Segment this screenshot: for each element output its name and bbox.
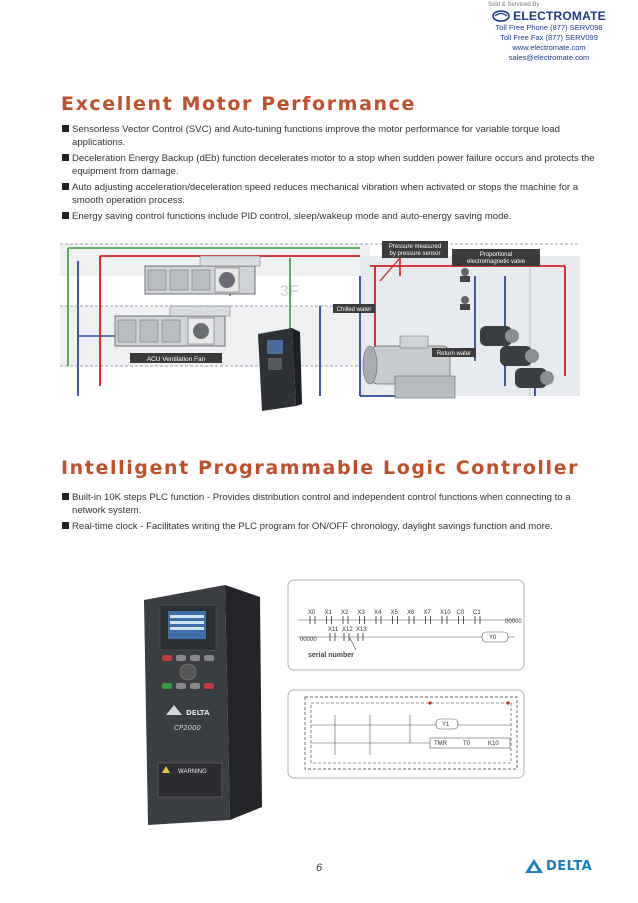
- bullet-item: [62, 520, 597, 533]
- ladder-timer-t0: T0: [463, 741, 471, 747]
- bullet-item: [62, 123, 597, 149]
- toll-free-phone: Toll Free Phone (877) SERV098: [495, 23, 603, 32]
- ladder-timer-tmr: TMR: [434, 741, 447, 747]
- bullet-square-icon: [62, 183, 69, 190]
- pressure-label-line1: Pressure measured: [388, 244, 442, 250]
- ladder-contact-label: X10: [440, 610, 451, 616]
- plc-drive-diagram: [130, 575, 530, 830]
- ladder-contact-label: X6: [407, 610, 415, 616]
- dealer-brand: [484, 9, 614, 23]
- delta-footer-logo: [524, 858, 592, 874]
- ladder-timer-k10: K10: [488, 741, 499, 747]
- warning-label: WARNING: [178, 769, 207, 775]
- toll-free-fax: Toll Free Fax (877) SERV099: [500, 33, 598, 42]
- bullet-item: [62, 152, 597, 178]
- row2-output: Y0: [489, 635, 497, 641]
- return-water-label: Return water: [436, 351, 472, 357]
- ladder-contact-label: X11: [328, 627, 339, 633]
- bullet-square-icon: [62, 522, 69, 529]
- bullet-item: [62, 210, 597, 223]
- ladder-contact-label: C1: [473, 610, 481, 616]
- ladder-contact-label: X7: [423, 610, 431, 616]
- acu-fan-label: ACU Ventilation Fan: [146, 356, 206, 363]
- bullet-item: [62, 491, 597, 517]
- section-title-motor-performance: Excellent Motor Performance: [61, 93, 416, 115]
- ladder-contact-label: X1: [324, 610, 332, 616]
- bullet-text: Sensorless Vector Control (SVC) and Auto-tuning functions improve the motor performance for variable torque load applications.: [72, 124, 560, 148]
- ladder-contact-label: X5: [390, 610, 398, 616]
- bullet-text: Built-in 10K steps PLC function - Provides distribution control and independent control functions when connecting to a network system.: [72, 492, 571, 516]
- dealer-brand-name: ELECTROMATE: [513, 9, 606, 23]
- bullet-text: Real-time clock - Facilitates writing the PLC program for ON/OFF chronology, daylight savings function and more.: [72, 521, 553, 532]
- bullet-square-icon: [62, 125, 69, 132]
- ladder-contact-label: C0: [456, 610, 465, 616]
- sold-by-text: Sold & Serviced By: [488, 2, 540, 8]
- plc-ladder-panel-serial: [288, 580, 524, 670]
- ladder-contact-label: X4: [374, 610, 382, 616]
- ladder-contact-label: X3: [357, 610, 365, 616]
- floor-label: 3F: [280, 283, 299, 300]
- row1-output: 00000: [505, 619, 522, 625]
- drive-model: CP2000: [174, 724, 201, 732]
- bullet-square-icon: [62, 212, 69, 219]
- valve-label-line2: electromagnetic valve: [466, 259, 526, 265]
- dealer-contact-block: [484, 2, 614, 63]
- ladder-contact-label: X13: [356, 627, 367, 633]
- chilled-water-label: Chilled water: [336, 307, 372, 313]
- hvac-application-diagram: [60, 236, 585, 421]
- cp2000-drive: [144, 585, 262, 825]
- bullet-text: Deceleration Energy Backup (dEb) function decelerates motor to a stop when sudden power failure occurs and protects the equipment from damage.: [72, 153, 595, 177]
- bullet-square-icon: [62, 493, 69, 500]
- bullet-text: Energy saving control functions include PID control, sleep/wakeup mode and auto-energy saving mode.: [72, 211, 512, 222]
- valve-label-line1: Proportional: [479, 252, 513, 258]
- email-link[interactable]: sales@electromate.com: [508, 53, 590, 62]
- ac-motor-drive: [258, 328, 302, 411]
- plc-bullets: [62, 491, 597, 536]
- serial-number-label: serial number: [308, 652, 354, 659]
- row2-left-label: 00000: [300, 637, 317, 643]
- bullet-item: [62, 181, 597, 207]
- website-link[interactable]: www.electromate.com: [512, 43, 586, 52]
- ladder-output-y1: Y1: [442, 722, 450, 728]
- delta-logo-icon: [524, 858, 544, 874]
- motor-performance-bullets: [62, 123, 597, 226]
- drive-brand: DELTA: [186, 709, 210, 717]
- ladder-contact-label: X12: [342, 627, 353, 633]
- page-number: 6: [315, 862, 323, 874]
- ladder-contact-label: X2: [341, 610, 349, 616]
- pressure-label-line2: by pressure sensor: [389, 251, 441, 257]
- plc-ladder-panel-timer: [288, 690, 524, 778]
- delta-logo-text: DELTA: [546, 858, 593, 874]
- section-title-plc: Intelligent Programmable Logic Controller: [61, 457, 580, 479]
- bullet-square-icon: [62, 154, 69, 161]
- bullet-text: Auto adjusting acceleration/deceleration speed reduces mechanical vibration when activated or stops the machine for a smooth operation process.: [72, 182, 579, 206]
- ladder-contact-label: X0: [308, 610, 316, 616]
- electromate-logo-icon: [492, 10, 510, 22]
